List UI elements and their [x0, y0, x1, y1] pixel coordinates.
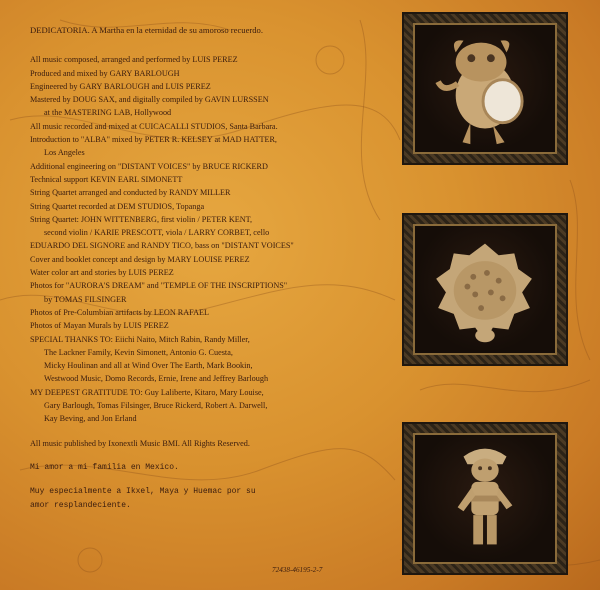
credit-line: Introduction to "ALBA" mixed by PETER R. KELSEY at MAD HATTER,	[30, 135, 277, 145]
credits-block	[30, 24, 390, 512]
credit-line: Gary Barlough, Tomas Filsinger, Bruce Rickerd, Robert A. Darwell,	[44, 401, 268, 411]
publishing-note: All music published by Ixonextli Music BMI. All Rights Reserved.	[30, 438, 250, 448]
family-note: Mi amor a mi familia en Mexico.	[30, 462, 179, 472]
credit-line: Los Angeles	[44, 148, 85, 158]
photo-standing-figure	[413, 433, 557, 564]
credit-line: by TOMAS FILSINGER	[44, 294, 127, 304]
credit-line: Micky Houlinan and all at Wind Over The Earth, Mark Bookin,	[44, 361, 253, 371]
credit-line: SPECIAL THANKS TO: Eiichi Naito, Mitch Rabin, Randy Miller,	[30, 334, 250, 344]
credit-line: Technical support KEVIN EARL SIMONETT	[30, 174, 183, 184]
photo-turtle-artifact	[413, 224, 557, 355]
credit-line: MY DEEPEST GRATITUDE TO: Guy Laliberte, Kitaro, Mary Louise,	[30, 387, 264, 397]
credit-line: Photos for "AURORA'S DREAM" and "TEMPLE OF THE INSCRIPTIONS"	[30, 281, 288, 291]
credit-line: Photos of Mayan Murals by LUIS PEREZ	[30, 321, 169, 331]
catalog-number: 72438-46195-2-7	[272, 566, 323, 574]
photo-frame-drummer	[402, 12, 568, 165]
photo-drummer-figurine	[413, 23, 557, 154]
credit-line: All music recorded and mixed at CUICACALLI STUDIOS, Santa Barbara.	[30, 121, 278, 131]
credit-line: String Quartet: JOHN WITTENBERG, first violin / PETER KENT,	[30, 214, 253, 224]
credit-line: second violin / KARIE PRESCOTT, viola / LARRY CORBET, cello	[44, 228, 270, 238]
credit-line: Produced and mixed by GARY BARLOUGH	[30, 68, 180, 78]
credit-line: String Quartet arranged and conducted by RANDY MILLER	[30, 188, 231, 198]
credit-line: Westwood Music, Domo Records, Ernie, Irene and Jeffrey Barlough	[44, 374, 269, 384]
credit-line: Additional engineering on "DISTANT VOICES" by BRUCE RICKERD	[30, 161, 268, 171]
credit-line: Mastered by DOUG SAX, and digitally compiled by GAVIN LURSSEN	[30, 95, 269, 105]
dedication: DEDICATORIA. A Martha en la eternidad de su amoroso recuerdo.	[30, 25, 264, 35]
credit-line: Engineered by GARY BARLOUGH and LUIS PEREZ	[30, 81, 211, 91]
credit-line: Cover and booklet concept and design by MARY LOUISE PEREZ	[30, 254, 250, 264]
credit-line: EDUARDO DEL SIGNORE and RANDY TICO, bass on "DISTANT VOICES"	[30, 241, 294, 251]
special-note-line-1: Muy especialmente a Ikxel, Maya y Huemac por su	[30, 487, 256, 497]
special-note-line-2: amor resplandeciente.	[30, 500, 131, 510]
credit-line: Photos of Pre-Columbian artifacts by LEON RAFAEL	[30, 307, 210, 317]
turtle-artifact-image	[415, 226, 555, 353]
credit-line: Kay Beving, and Jon Erland	[44, 414, 137, 424]
credit-line: at the MASTERING LAB, Hollywood	[44, 108, 172, 118]
credit-line: The Lackner Family, Kevin Simonett, Antonio G. Cuesta,	[44, 347, 233, 357]
photo-frame-turtle	[402, 213, 568, 366]
standing-figure-image	[415, 435, 555, 562]
photo-frame-standing-figure	[402, 422, 568, 575]
credit-line: All music composed, arranged and performed by LUIS PEREZ	[30, 55, 238, 65]
drummer-figurine-image	[415, 25, 555, 152]
credit-line: String Quartet recorded at DEM STUDIOS, Topanga	[30, 201, 205, 211]
credit-lines	[30, 53, 390, 425]
credit-line: Water color art and stories by LUIS PEREZ	[30, 268, 174, 278]
